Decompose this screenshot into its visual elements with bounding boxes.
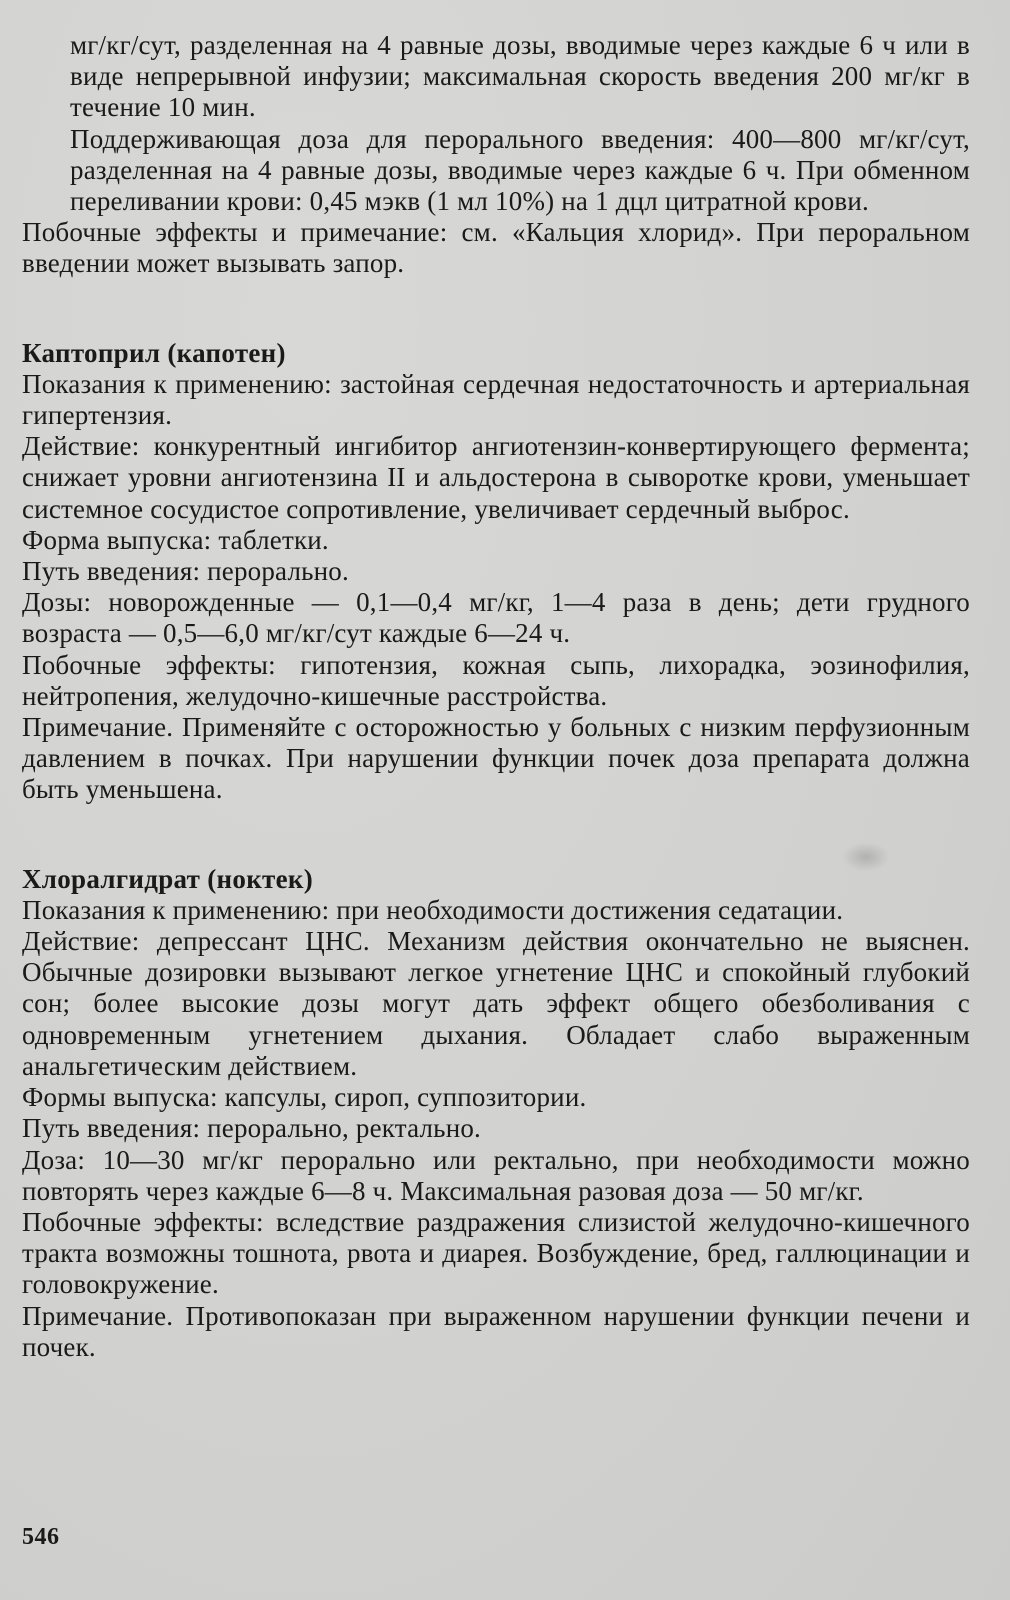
page-number: 546 — [22, 1524, 60, 1550]
chloral-hydrate-forms: Формы выпуска: капсулы, сироп, суппозитории. — [22, 1082, 587, 1113]
captopril-title: Каптоприл (капотен) — [22, 337, 286, 368]
chloral-hydrate-title: Хлоралгидрат (ноктек) — [22, 863, 314, 894]
chloral-hydrate-side-effects: Побочные эффекты: вследствие раздражения слизистой желудочно-кишечного тракта возможны тошнота, рвота и диарея. Возбуждение, бред, галлюцинации и головокружение. — [22, 1206, 970, 1300]
section-gap — [22, 280, 970, 338]
captopril-indications: Показания к применению: застойная сердечная недостаточность и артериальная гипертензия. — [22, 368, 970, 431]
chloral-hydrate-route: Путь введения: перорально, ректально. — [22, 1113, 481, 1144]
chloral-hydrate-indications: Показания к применению: при необходимости достижения седатации. — [22, 894, 844, 925]
captopril-doses: Дозы: новорожденные — 0,1—0,4 мг/кг, 1—4 раза в день; дети грудного возраста — 0,5—6,0 мг/кг/сут каждые 6—24 ч. — [22, 587, 970, 649]
chloral-hydrate-dose: Доза: 10—30 мг/кг перорально или ректально, при необходимости можно повторять через каждые 6—8 ч. Максимальная разовая доза — 50 мг/кг. — [22, 1144, 970, 1206]
chloral-hydrate-action: Действие: депрессант ЦНС. Механизм действия окончательно не выяснен. Обычные дозировки вызывают легкое угнетение ЦНС и спокойный глубокий сон; более высокие дозы могут дать эффект общего обезболивания с одновременным угнетением дыхания. Обладает слабо выраженным анальгетическим действием. — [22, 926, 970, 1081]
section-gap — [22, 806, 970, 864]
captopril-action: Действие: конкурентный ингибитор ангиотензин-конвертирующего фермента; снижает уровни ангиотензина II и альдостерона в сыворотке крови, уменьшает системное сосудистое сопротивление, увеличивает сердечный выброс. — [22, 431, 970, 524]
captopril-note: Примечание. Применяйте с осторожностью у больных с низким перфузионным давлением в почках. При нарушении функции почек доза препарата должна быть уменьшена. — [22, 712, 970, 805]
calcium-maintenance-dose-paragraph: Поддерживающая доза для перорального введения: 400—800 мг/кг/сут, разделенная на 4 равные дозы, вводимые через каждые 6 ч. При обменном переливании крови: 0,45 мэкв (1 мл 10%) на 1 дцл цитратной крови. — [70, 123, 970, 217]
captopril-side-effects: Побочные эффекты: гипотензия, кожная сыпь, лихорадка, эозинофилия, нейтропения, желудочно-кишечные расстройства. — [22, 649, 970, 711]
scan-smudge — [842, 842, 890, 872]
captopril-form: Форма выпуска: таблетки. — [22, 524, 329, 555]
chloral-hydrate-note: Примечание. Противопоказан при выраженном нарушении функции печени и почек. — [22, 1300, 970, 1362]
calcium-dose-paragraph: мг/кг/сут, разделенная на 4 равные дозы, вводимые через каждые 6 ч или в виде непрерывной инфузии; максимальная скорость введения 200 мг/кг в течение 10 мин. — [70, 30, 970, 123]
calcium-side-effects-paragraph: Побочные эффекты и примечание: см. «Кальция хлорид». При пероральном введении может вызывать запор. — [22, 217, 970, 279]
captopril-route: Путь введения: перорально. — [22, 556, 349, 587]
